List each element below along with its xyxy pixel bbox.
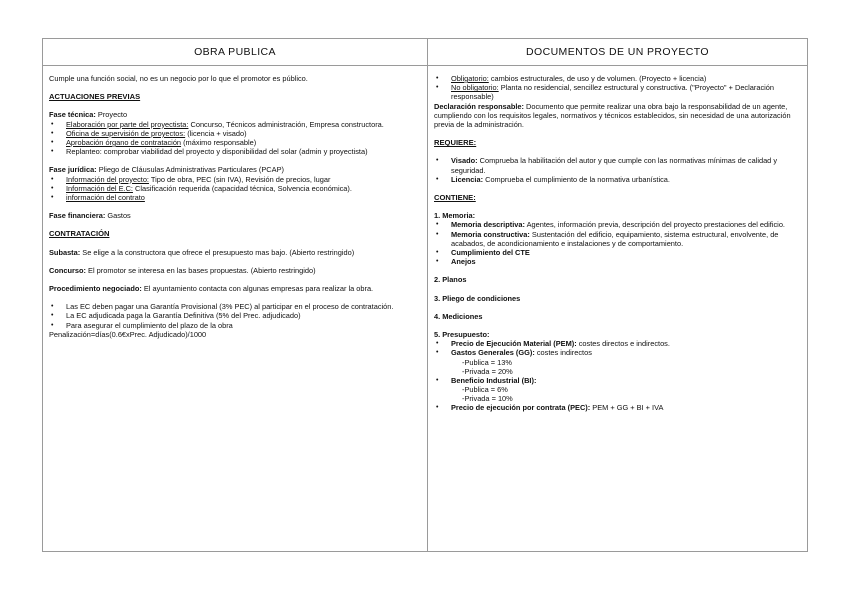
actuaciones-heading: ACTUACIONES PREVIAS	[49, 92, 141, 102]
list-item: • Cumplimiento del CTE	[434, 248, 801, 257]
documentos-column	[428, 39, 807, 551]
list-item: • Obligatorio: cambios estructurales, de uso y de volumen. (Proyecto + licencia)	[434, 74, 801, 83]
concurso-text: Concurso: El promotor se interesa en las bases propuestas. (Abierto restringido)	[49, 265, 316, 275]
gg-publica: -Publica = 13%	[462, 357, 512, 367]
obligatorio-list	[434, 74, 801, 102]
declaracion-text: Declaración responsable: Documento que permite realizar una obra bajo la responsabilidad de un agente, cumpliendo con los requisitos legales, normativos y técnicos establecidos, sin necesidad de una autorización previa de la administración.	[434, 101, 791, 130]
documentos-title: DOCUMENTOS DE UN PROYECTO	[428, 39, 807, 66]
mediciones-item: 4. Mediciones	[434, 311, 483, 321]
memoria-list	[434, 220, 801, 266]
penalizacion-formula: Penalización=días(0.6€xPrec. Adjudicado)/1000	[49, 329, 207, 339]
subasta-text: Subasta: Se elige a la constructora que ofrece el presupuesto mas bajo. (Abierto restringido)	[49, 247, 355, 257]
list-item: • Precio de Ejecución Material (PEM): costes directos e indirectos.	[434, 339, 801, 348]
fase-tecnica: Fase técnica: Proyecto	[49, 110, 128, 120]
list-item: • Aprobación órgano de contratación (máximo responsable)	[49, 138, 421, 147]
requiere-heading: REQUIERE:	[434, 138, 477, 148]
document-page	[42, 38, 808, 552]
list-item: • Visado: Comprueba la habilitación del autor y que cumple con las normativas mínimas de calidad y seguridad.	[434, 156, 801, 174]
bi-publica: -Publica = 6%	[462, 384, 508, 394]
fase-financiera: Fase financiera: Gastos	[49, 211, 131, 221]
gg-privada: -Privada = 20%	[462, 366, 513, 376]
presupuesto-title: 5. Presupuesto:	[434, 330, 490, 340]
fase-juridica-list	[49, 175, 421, 203]
fase-tecnica-list	[49, 120, 421, 157]
list-item: • Gastos Generales (GG): costes indirectos	[434, 348, 801, 357]
list-item: • Información del proyecto: Tipo de obra, PEC (sin IVA), Revisión de precios, lugar	[49, 175, 421, 184]
bi-list	[434, 376, 801, 385]
list-item: • Anejos	[434, 257, 801, 266]
list-item: • Licencia: Comprueba el cumplimiento de la normativa urbanística.	[434, 175, 801, 184]
list-item: • Memoria descriptiva: Agentes, información previa, descripción del proyecto prestaciones del edificio.	[434, 220, 801, 229]
requiere-list	[434, 156, 801, 184]
pliego-item: 3. Pliego de condiciones	[434, 293, 521, 303]
list-item: • Precio de ejecución por contrata (PEC): PEM + GG + BI + IVA	[434, 403, 801, 412]
list-item: • Oficina de supervisión de proyectos: (licencia + visado)	[49, 129, 421, 138]
list-item: • Beneficio Industrial (BI):	[434, 376, 801, 385]
memoria-title: 1. Memoria:	[434, 211, 476, 221]
list-item: • Replanteo: comprobar viabilidad del proyecto y disponibilidad del solar (admin y proyectista)	[49, 147, 421, 156]
obra-publica-title: OBRA PUBLICA	[43, 39, 427, 66]
obra-publica-column	[43, 39, 428, 551]
bi-privada: -Privada = 10%	[462, 393, 513, 403]
contiene-heading: CONTIENE:	[434, 193, 476, 203]
list-item: • Elaboración por parte del proyectista: Concurso, Técnicos administración, Empresa constructora.	[49, 120, 421, 129]
list-item: • Información del E.C: Clasificación requerida (capacidad técnica, Solvencia económica).	[49, 184, 421, 193]
fase-juridica: Fase jurídica: Pliego de Cláusulas Administrativas Particulares (PCAP)	[49, 165, 284, 175]
list-item: • Las EC deben pagar una Garantía Provisional (3% PEC) al participar en el proceso de contratación.	[49, 302, 421, 311]
presupuesto-list	[434, 339, 801, 357]
list-item: • información del contrato	[49, 193, 421, 202]
list-item: • Memoria constructiva: Sustentación del edificio, equipamiento, sistema estructural, envolvente, de acabados, de acondicionamiento e instalaciones y de comportamiento.	[434, 230, 801, 248]
list-item: • No obligatorio: Planta no residencial, sencillez estructural y constructiva. ("Proyecto" + Declaración responsable)	[434, 83, 801, 101]
garantias-list	[49, 302, 421, 330]
contratacion-heading: CONTRATACIÓN	[49, 229, 110, 239]
list-item: • Para asegurar el cumplimiento del plazo de la obra	[49, 321, 421, 330]
pec-list	[434, 403, 801, 412]
intro-text: Cumple una función social, no es un negocio por lo que el promotor es público.	[49, 74, 308, 83]
procedimiento-text: Procedimiento negociado: El ayuntamiento contacta con algunas empresas para realizar la obra.	[49, 284, 374, 294]
list-item: • La EC adjudicada paga la Garantía Definitiva (5% del Prec. adjudicado)	[49, 311, 421, 320]
planos-item: 2. Planos	[434, 275, 467, 285]
